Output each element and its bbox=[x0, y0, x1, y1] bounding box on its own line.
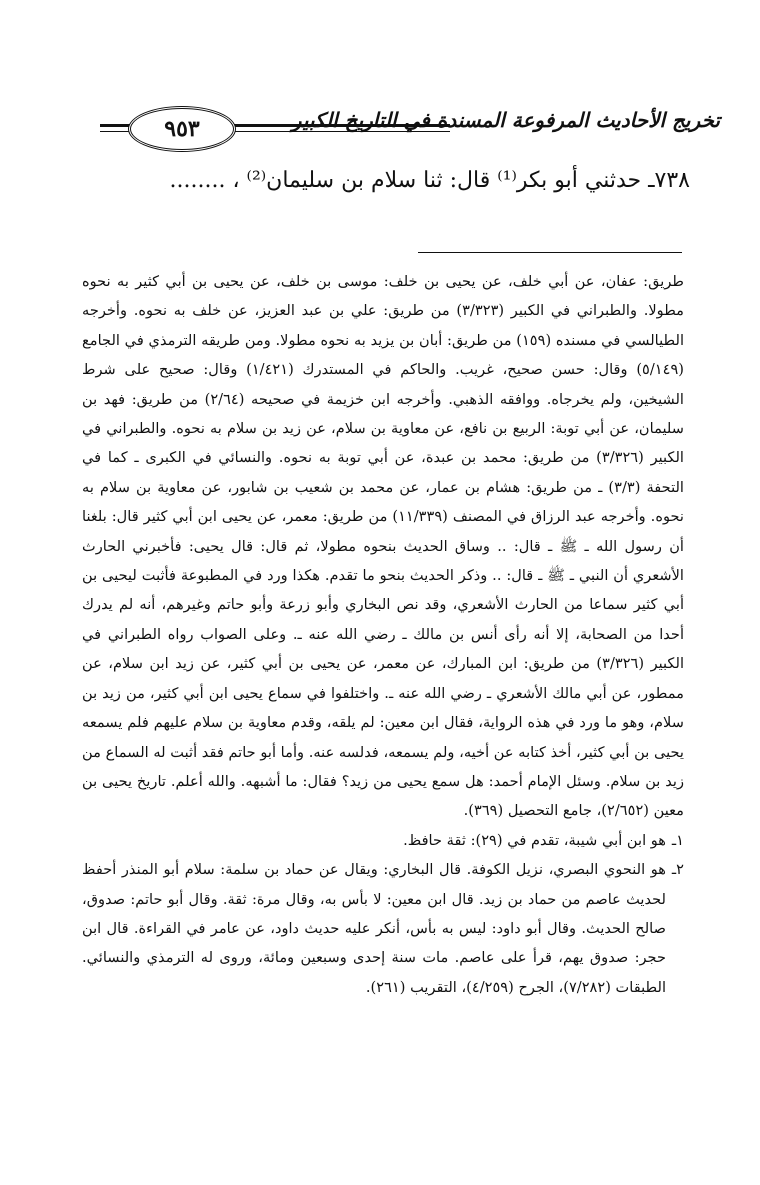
running-title: تخريج الأحاديث المرفوعة المسندة في التاريخ الكبير bbox=[291, 108, 720, 132]
footnote-number: ٢ـ bbox=[671, 861, 684, 879]
header-rule bbox=[100, 131, 130, 132]
footnotes bbox=[82, 267, 684, 1002]
footnote-2 bbox=[82, 855, 684, 1002]
hadith-text: ٧٣٨ـ حدثني أبو بكر⁽¹⁾ قال: ثنا سلام بن سليمان⁽²⁾ ، ........ bbox=[169, 168, 690, 193]
page-header bbox=[100, 96, 720, 146]
footnote-text: هو ابن أبي شيبة، تقدم في (٢٩): ثقة حافظ. bbox=[403, 831, 666, 849]
page-number: ٩٥٣ bbox=[164, 116, 200, 142]
page-number-cartouche bbox=[128, 106, 236, 152]
footnote-1 bbox=[82, 826, 684, 855]
footnote-number: ١ـ bbox=[671, 831, 684, 849]
footnote-continuation: طريق: عفان، عن أبي خلف، عن يحيى بن خلف: موسى بن خلف، عن يحيى بن أبي كثير به نحوه مطولا. والطبراني في الكبير (٣/٣٢٣) من طريق: علي بن عبد العزيز، عن خلف به نحوه. وأخرجه الطيالسي في مسنده (١٥٩) من طريق: أبان بن يزيد به نحوه مطولا. ومن طريقه الترمذي في الجامع (٥/١٤٩) وقال: حسن صحيح، غريب. والحاكم في المستدرك (١/٤٢١) وقال: صحيح على شرط الشيخين، ولم يخرجاه. ووافقه الذهبي. وأخرجه ابن خزيمة في صحيحه (٢/٦٤) من طريق: فهد بن سليمان، عن أبي توبة: الربيع بن نافع، عن معاوية بن سلام، عن زيد بن سلام به نحوه. والطبراني في الكبير (٣/٣٢٦) من طريق: محمد بن عبدة، عن أبي توبة به نحوه. والنسائي في الكبرى ـ كما في التحفة (٣/٣) ـ من طريق: هشام بن عمار، عن محمد بن شعيب بن شابور، عن معاوية بن سلام به نحوه. وأخرجه عبد الرزاق في المصنف (١١/٣٣٩) من طريق: معمر، عن يحيى ابن أبي كثير قال: بلغنا أن رسول الله ـ ﷺ ـ قال: .. وساق الحديث بنحوه مطولا، ثم قال: قال يحيى: فأخبرني الحارث الأشعري أن النبي ـ ﷺ ـ قال: .. وذكر الحديث بنحو ما تقدم. هكذا ورد في المطبوعة فأثبت ليحيى بن أبي كثير سماعا من الحارث الأشعري، وقد نص البخاري وأبو زرعة وأبو حاتم وغيرهم، أنه لم يدرك أحدا من الصحابة، إلا أنه رأى أنس بن مالك ـ رضي الله عنه ـ. وعلى الصواب رواه الطبراني في الكبير (٣/٣٢٦) من طريق: ابن المبارك، عن معمر، عن يحيى بن أبي كثير، عن زيد ابن سلام، عن ممطور، عن أبي مالك الأشعري ـ رضي الله عنه ـ. واختلفوا في سماع يحيى ابن أبي كثير، من زيد بن سلام، وهو ما ورد في هذه الرواية، فقال ابن معين: لم يلقه، وقدم معاوية بن سلام عليهم فلم يسمعه يحيى بن أبي كثير، أخذ كتابه عن أخيه، ولم يسمعه، فدلسه عنه. وأما أبو حاتم فقد أثبت له السماع من زيد بن سلام. وسئل الإمام أحمد: هل سمع يحيى من زيد؟ فقال: ما أشبهه. والله أعلم. تاريخ يحيى بن معين (٢/٦٥٢)، جامع التحصيل (٣٦٩). bbox=[82, 273, 684, 820]
footnote-separator bbox=[418, 252, 682, 253]
header-rule bbox=[100, 124, 130, 127]
footnote-text: هو النحوي البصري، نزيل الكوفة. قال البخاري: ويقال عن حماد بن سلمة: سلام أبو المنذر أحفظ لحديث عاصم من حماد بن زيد. قال ابن معين: لا بأس به، وقال مرة: ثقة. وقال أبو حاتم: صدوق، صالح الحديث. وقال أبو داود: ليس به بأس، أنكر عليه حديث داود، عن عامر في القراءة. قال ابن حجر: صدوق يهم، قرأ على عاصم. مات سنة إحدى وسبعين ومائة، وروى له الترمذي والنسائي. الطبقات (٧/٢٨٢)، الجرح (٤/٢٥٩)، التقريب (٢٦١). bbox=[82, 861, 666, 996]
